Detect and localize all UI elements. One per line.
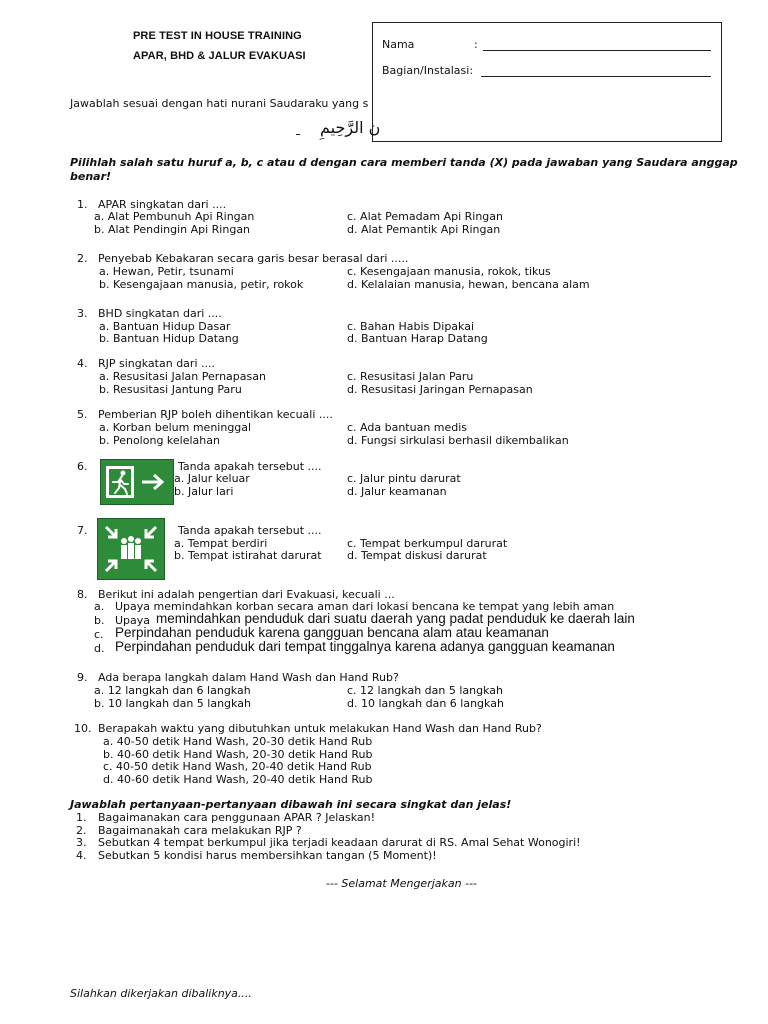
option-c[interactable]: c. Jalur pintu darurat — [347, 472, 461, 485]
option-b[interactable]: b. 10 langkah dan 5 langkah — [94, 697, 251, 710]
option-b[interactable]: memindahkan penduduk dari suatu daerah yang padat penduduk ke daerah lain — [156, 611, 635, 626]
question-number: 10. — [74, 722, 92, 735]
essay-number: 3. — [76, 836, 87, 849]
essay-question: Bagaimanakah cara melakukan RJP ? — [98, 824, 302, 837]
option-c[interactable]: c. Resusitasi Jalan Paru — [347, 370, 474, 383]
question-number: 5. — [77, 408, 88, 421]
option-d[interactable]: Perpindahan penduduk dari tempat tinggalnya karena adanya gangguan keamanan — [115, 639, 615, 654]
option-a[interactable]: a. Tempat berdiri — [174, 537, 268, 550]
option-b-label: b. — [94, 614, 105, 627]
option-c-label: c. — [94, 628, 104, 641]
option-a[interactable]: a. Korban belum meninggal — [99, 421, 252, 434]
option-c[interactable]: Perpindahan penduduk karena gangguan bencana alam atau keamanan — [115, 625, 549, 640]
essay-number: 1. — [76, 811, 87, 824]
closing-text: --- Selamat Mengerjakan --- — [326, 877, 478, 890]
question-text: Tanda apakah tersebut .... — [178, 460, 322, 473]
essay-number: 2. — [76, 824, 87, 837]
option-c[interactable]: c. Kesengajaan manusia, rokok, tikus — [347, 265, 551, 278]
option-b[interactable]: b. Tempat istirahat darurat — [174, 549, 322, 562]
option-d[interactable]: d. Fungsi sirkulasi berhasil dikembalikan — [347, 434, 569, 447]
question-number: 2. — [77, 252, 88, 265]
footer-note: Silahkan dikerjakan dibaliknya.... — [70, 987, 252, 1000]
title-line-2: APAR, BHD & JALUR EVAKUASI — [133, 50, 306, 62]
question-text: Tanda apakah tersebut .... — [178, 524, 322, 537]
question-number: 8. — [77, 588, 88, 601]
nama-label: Nama — [382, 38, 415, 51]
option-d-label: d. — [94, 642, 105, 655]
option-d[interactable]: d. Resusitasi Jaringan Pernapasan — [347, 383, 533, 396]
emergency-exit-icon — [100, 459, 174, 505]
question-text: Berapakah waktu yang dibutuhkan untuk melakukan Hand Wash dan Hand Rub? — [98, 722, 542, 735]
divider — [296, 134, 300, 135]
option-d[interactable]: d. Tempat diskusi darurat — [347, 549, 487, 562]
title-line-1: PRE TEST IN HOUSE TRAINING — [133, 30, 302, 42]
bagian-field[interactable] — [481, 76, 711, 77]
nama-colon: : — [474, 38, 478, 51]
identity-box — [372, 22, 722, 142]
question-number: 6. — [77, 460, 88, 473]
option-c[interactable]: c. 12 langkah dan 5 langkah — [347, 684, 503, 697]
option-c[interactable]: c. 40-50 detik Hand Wash, 20-40 detik Hand Rub — [103, 760, 372, 773]
option-c[interactable]: c. Bahan Habis Dipakai — [347, 320, 475, 333]
option-d[interactable]: d. Alat Pemantik Api Ringan — [347, 223, 501, 236]
option-c[interactable]: c. Ada bantuan medis — [347, 421, 468, 434]
option-b[interactable]: b. Resusitasi Jantung Paru — [99, 383, 242, 396]
option-c[interactable]: c. Tempat berkumpul darurat — [347, 537, 508, 550]
option-b[interactable]: b. Alat Pendingin Api Ringan — [94, 223, 251, 236]
option-b[interactable]: b. 40-60 detik Hand Wash, 20-30 detik Hand Rub — [103, 748, 373, 761]
intro-text: Jawablah sesuai dengan hati nurani Saudaraku yang s — [70, 97, 369, 110]
option-a[interactable]: a. 12 langkah dan 6 langkah — [94, 684, 251, 697]
question-number: 3. — [77, 307, 88, 320]
question-number: 1. — [77, 198, 88, 211]
question-text: BHD singkatan dari .... — [98, 307, 222, 320]
question-number: 9. — [77, 671, 88, 684]
question-text: Berikut ini adalah pengertian dari Evakuasi, kecuali ... — [98, 588, 395, 601]
essay-question: Sebutkan 4 tempat berkumpul jika terjadi keadaan darurat di RS. Amal Sehat Wonogiri! — [98, 836, 581, 849]
option-d[interactable]: d. Kelalaian manusia, hewan, bencana alam — [347, 278, 590, 291]
question-text: Ada berapa langkah dalam Hand Wash dan Hand Rub? — [98, 671, 399, 684]
option-a[interactable]: a. Bantuan Hidup Dasar — [99, 320, 231, 333]
essay-heading: Jawablah pertanyaan-pertanyaan dibawah ini secara singkat dan jelas! — [70, 798, 512, 811]
option-d[interactable]: d. Bantuan Harap Datang — [347, 332, 488, 345]
option-b[interactable]: b. Penolong kelelahan — [99, 434, 220, 447]
question-text: Pemberian RJP boleh dihentikan kecuali .... — [98, 408, 333, 421]
option-b[interactable]: b. Jalur lari — [174, 485, 234, 498]
bagian-label: Bagian/Instalasi: — [382, 64, 474, 77]
option-a-label: a. — [94, 600, 105, 613]
essay-question: Bagaimanakan cara penggunaan APAR ? Jelaskan! — [98, 811, 376, 824]
option-a[interactable]: a. Resusitasi Jalan Pernapasan — [99, 370, 266, 383]
question-text: RJP singkatan dari .... — [98, 357, 215, 370]
nama-field[interactable] — [483, 50, 711, 51]
basmalah: ن الرَّحِيمِ — [320, 118, 381, 137]
assembly-point-icon — [97, 518, 165, 580]
option-a[interactable]: a. 40-50 detik Hand Wash, 20-30 detik Hand Rub — [103, 735, 373, 748]
mc-instruction: Pilihlah salah satu huruf a, b, c atau d dengan cara memberi tanda (X) pada jawaban yang Saudara anggap — [70, 156, 738, 169]
option-d[interactable]: d. Jalur keamanan — [347, 485, 447, 498]
option-a[interactable]: Upaya memindahkan korban secara aman dari lokasi bencana ke tempat yang lebih aman — [115, 600, 615, 613]
option-d[interactable]: d. 40-60 detik Hand Wash, 20-40 detik Hand Rub — [103, 773, 373, 786]
option-b[interactable]: b. Kesengajaan manusia, petir, rokok — [99, 278, 304, 291]
option-b-prefix: Upaya — [115, 614, 151, 627]
question-number: 7. — [77, 524, 88, 537]
option-c[interactable]: c. Alat Pemadam Api Ringan — [347, 210, 503, 223]
mc-instruction-2: benar! — [70, 170, 112, 183]
option-d[interactable]: d. 10 langkah dan 6 langkah — [347, 697, 504, 710]
question-number: 4. — [77, 357, 88, 370]
option-a[interactable]: a. Jalur keluar — [174, 472, 250, 485]
option-a[interactable]: a. Alat Pembunuh Api Ringan — [94, 210, 255, 223]
question-text: Penyebab Kebakaran secara garis besar berasal dari ..... — [98, 252, 409, 265]
question-text: APAR singkatan dari .... — [98, 198, 227, 211]
option-a[interactable]: a. Hewan, Petir, tsunami — [99, 265, 234, 278]
option-b[interactable]: b. Bantuan Hidup Datang — [99, 332, 239, 345]
essay-number: 4. — [76, 849, 87, 862]
essay-question: Sebutkan 5 kondisi harus membersihkan tangan (5 Moment)! — [98, 849, 437, 862]
